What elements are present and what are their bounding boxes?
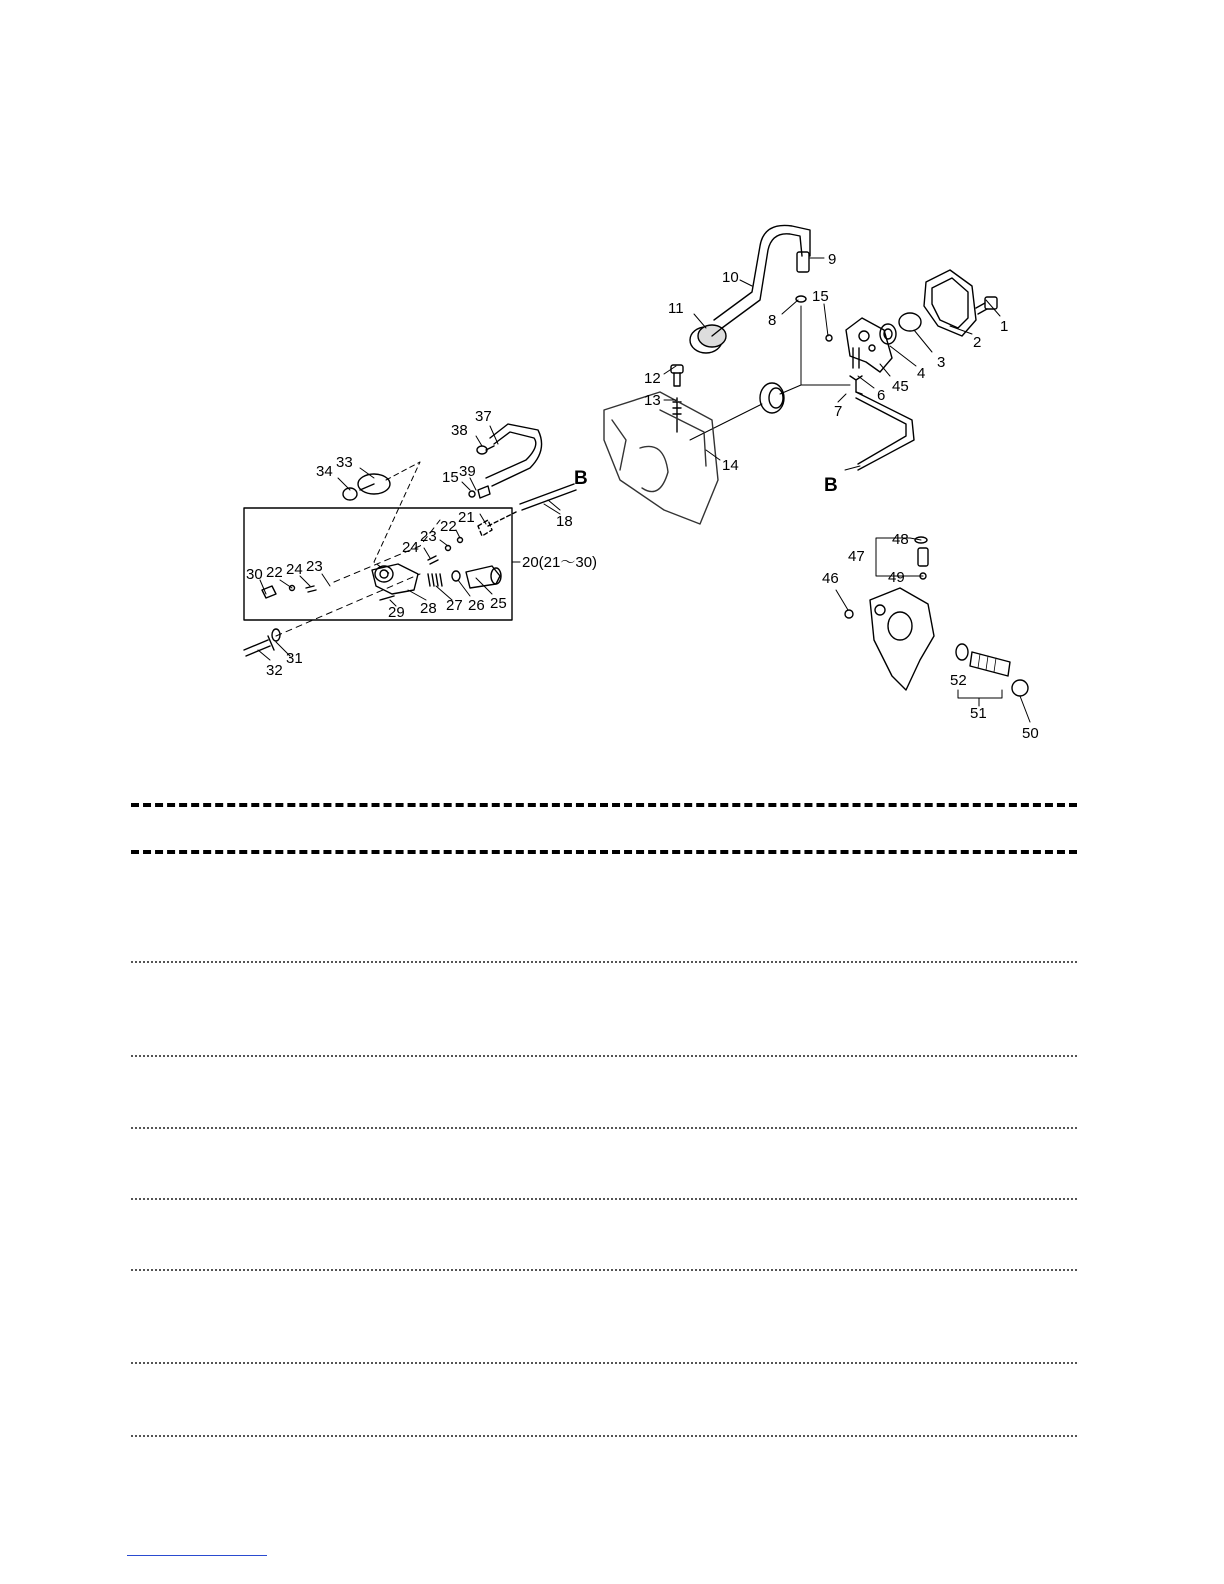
callout-23-top: 23 [420, 528, 437, 545]
callout-b-right: B [824, 475, 838, 496]
piston-ring-part [452, 571, 460, 581]
crankcase-part [604, 392, 718, 524]
callout-31: 31 [286, 650, 303, 667]
worm-gear-part [880, 324, 896, 344]
callout-27: 27 [446, 597, 463, 614]
callout-47: 47 [848, 548, 865, 565]
diaphragm-part [358, 474, 390, 494]
callout-9: 9 [828, 251, 837, 268]
callout-24: 24 [286, 561, 303, 578]
callout-38: 38 [451, 422, 468, 439]
pump-pin-part [380, 596, 394, 600]
bolt-part [976, 297, 997, 314]
callout-23: 23 [306, 558, 323, 575]
callout-28: 28 [420, 600, 437, 617]
fitting-part [478, 512, 516, 536]
table-header-rule [131, 850, 1077, 854]
bush-part [956, 644, 968, 660]
table-top-rule [131, 803, 1077, 807]
callout-8: 8 [768, 312, 777, 329]
callout-46: 46 [822, 570, 839, 587]
callout-3: 3 [937, 354, 946, 371]
callout-52: 52 [950, 672, 967, 689]
callout-22-top: 22 [440, 518, 457, 535]
plug-47-part [918, 548, 928, 566]
callout-34: 34 [316, 463, 333, 480]
callout-1: 1 [1000, 318, 1009, 335]
callout-24-top: 24 [402, 539, 419, 556]
row-divider [131, 1055, 1077, 1057]
callout-7: 7 [834, 403, 843, 420]
bush-50-part [1012, 680, 1028, 696]
callout-15-right: 15 [812, 288, 829, 305]
callout-26: 26 [468, 597, 485, 614]
callout-6: 6 [877, 387, 886, 404]
callout-29: 29 [388, 604, 405, 621]
row-divider [131, 1198, 1077, 1200]
row-divider [131, 961, 1077, 963]
housing-ring-part [845, 610, 853, 618]
callout-11: 11 [668, 300, 684, 317]
callout-10: 10 [722, 269, 739, 286]
mounting-bolt-part [244, 636, 274, 656]
callout-14: 14 [722, 457, 739, 474]
callout-15-left: 15 [442, 469, 459, 486]
hose-nipple-part [477, 446, 494, 454]
piston-spring-part [428, 574, 442, 586]
callout-4: 4 [917, 365, 926, 382]
callout-25: 25 [490, 595, 507, 612]
callout-18: 18 [556, 513, 573, 530]
callout-39: 39 [459, 463, 476, 480]
callout-12: 12 [644, 370, 661, 387]
callout-13: 13 [644, 392, 661, 409]
callout-2: 2 [973, 334, 982, 351]
callout-37: 37 [475, 408, 492, 425]
callout-32: 32 [266, 662, 283, 679]
o-ring-left-part [469, 491, 475, 497]
callout-21: 21 [458, 509, 475, 526]
callout-50: 50 [1022, 725, 1039, 742]
plate-washer-part [899, 313, 921, 331]
worm-shaft-part [970, 652, 1010, 676]
pump-housing-part [870, 588, 934, 690]
t-joint-part [850, 376, 862, 394]
row-divider [131, 1269, 1077, 1271]
footer-link-underline[interactable] [127, 1555, 267, 1556]
row-divider [131, 1127, 1077, 1129]
row-divider [131, 1435, 1077, 1437]
piston-part [466, 566, 501, 588]
suction-hose-part [486, 424, 542, 486]
callout-49: 49 [888, 569, 905, 586]
callout-45: 45 [892, 378, 909, 395]
oil-pump-exploded-diagram [0, 0, 1224, 790]
small-screw-part [262, 586, 276, 598]
row-divider [131, 1362, 1077, 1364]
callout-b-left: B [574, 468, 588, 489]
callout-20: 20(21～30) [522, 554, 598, 571]
callout-48: 48 [892, 531, 909, 548]
callout-30: 30 [246, 566, 263, 583]
oil-cap-part [690, 325, 726, 353]
pump-piston-body-part [372, 564, 418, 594]
filter-part [478, 486, 490, 498]
spring-left-part [306, 586, 316, 592]
callout-51: 51 [970, 705, 987, 722]
callout-33: 33 [336, 454, 353, 471]
callout-22: 22 [266, 564, 283, 581]
o-ring-part [826, 335, 832, 341]
